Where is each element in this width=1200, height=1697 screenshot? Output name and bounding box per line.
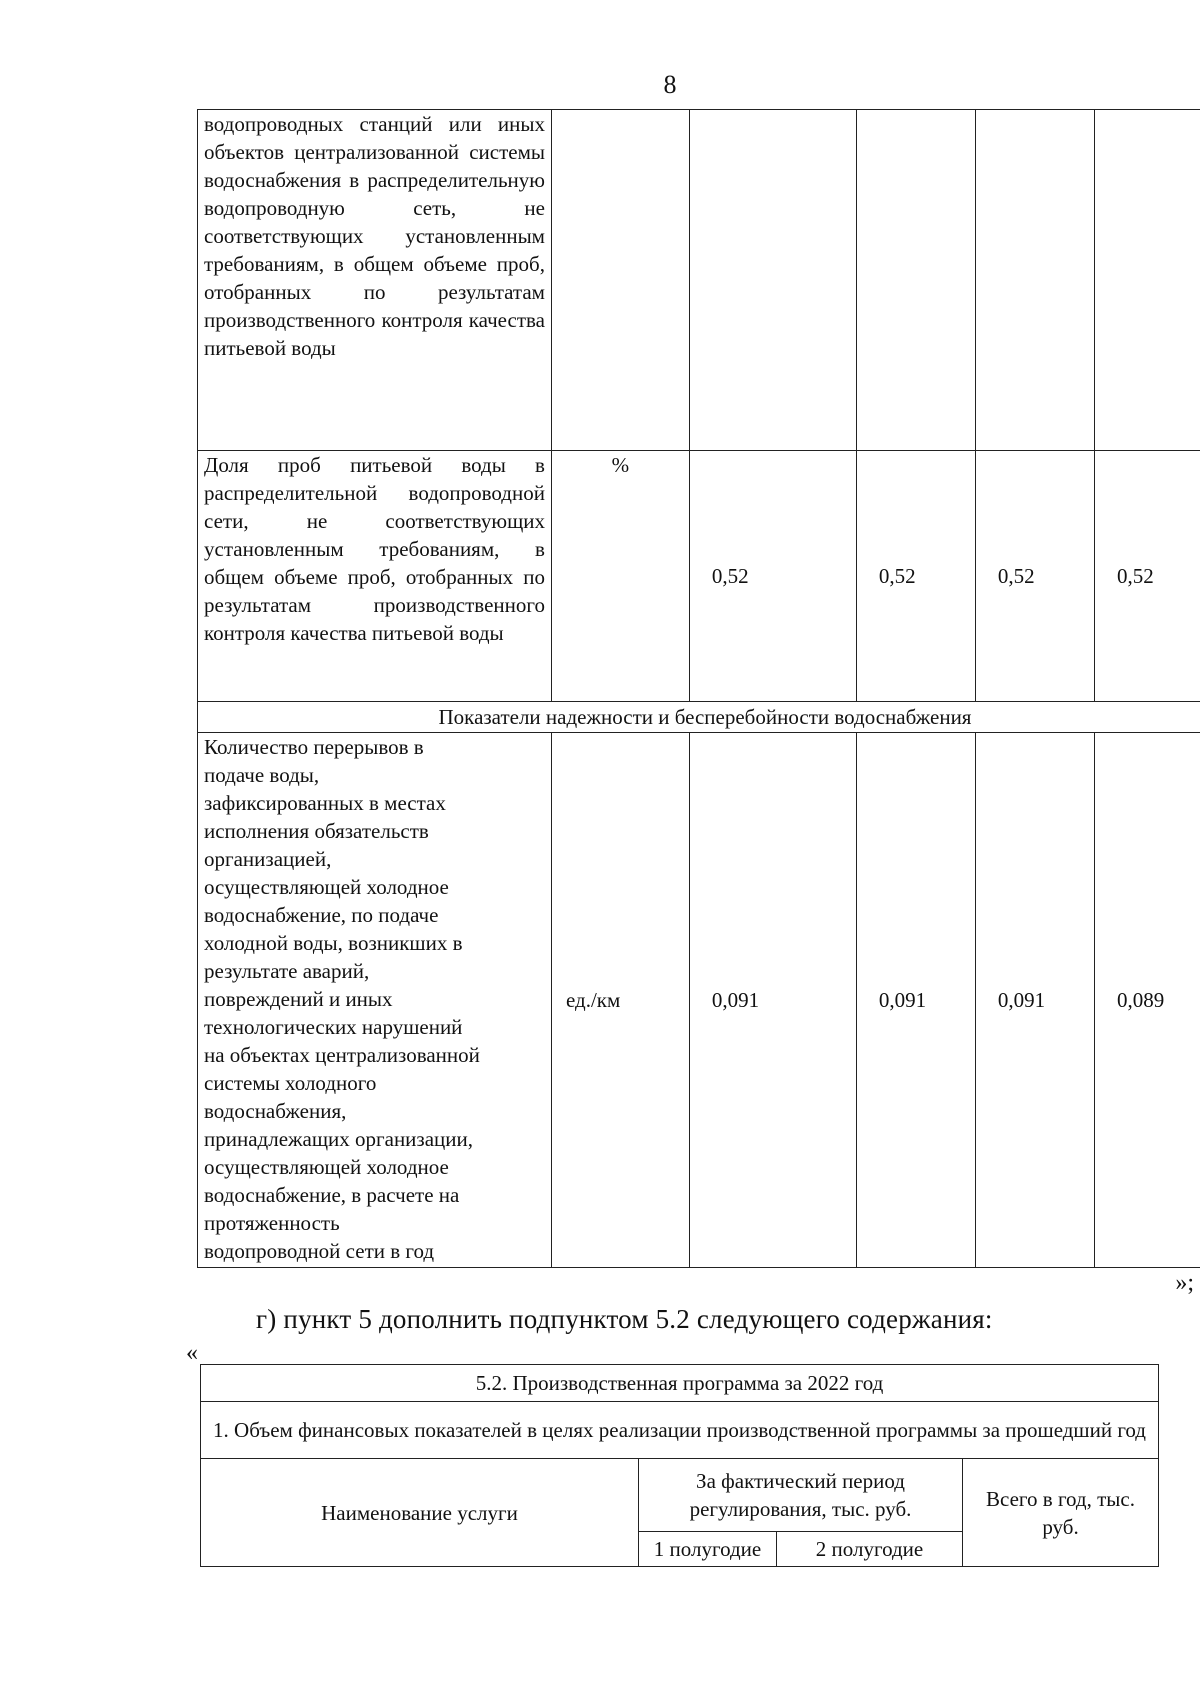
table-row (198, 110, 1200, 451)
value-cell (975, 110, 1094, 451)
opening-quote: « (186, 1340, 198, 1366)
unit-cell: % (551, 451, 689, 702)
indicator-name-cell: Доля проб питьевой воды в распределительной водопроводной сети, не соответствующих установленным требованиям, в общем объеме проб, отобранных по результатам производственного контроля качества питьевой воды (198, 451, 552, 702)
production-program-table (200, 1364, 1159, 1567)
column-header-half1: 1 полугодие (639, 1532, 777, 1567)
indicator-name-cell: водопроводных станций или иных объектов централизованной системы водоснабжения в распределительную водопроводную сеть, не соответствующих установленным требованиям, в общем объеме проб, отобранных по результатам производственного контроля качества питьевой воды (198, 110, 552, 451)
value-cell: 0,52 (1094, 451, 1200, 702)
indicator-name-cell: Количество перерывов в подаче воды, зафиксированных в местах исполнения обязательств организацией, осуществляющей холодное водоснабжение, по подаче холодной воды, возникших в результате аварий, повреждений и иных технологических нарушений на объектах централизованной системы холодного водоснабжения, принадлежащих организации, осуществляющей холодное водоснабжение, в расчете на протяженность водопроводной сети в год (198, 733, 552, 1268)
unit-cell: ед./км (551, 733, 689, 1268)
value-cell: 0,091 (689, 733, 856, 1268)
table-subtitle: 1. Объем финансовых показателей в целях реализации производственной программы за прошедший год (201, 1402, 1159, 1459)
section-header: Показатели надежности и бесперебойности водоснабжения (198, 702, 1200, 733)
table-row (198, 733, 1200, 1268)
page-number: 8 (663, 70, 677, 99)
value-cell: 0,52 (856, 451, 975, 702)
table-title: 5.2. Производственная программа за 2022 год (201, 1365, 1159, 1402)
column-header-total: Всего в год, тыс. руб. (963, 1459, 1159, 1567)
section-header-row (198, 702, 1200, 733)
amendment-instruction: г) пункт 5 дополнить подпунктом 5.2 следующего содержания: (256, 1304, 993, 1334)
value-cell (856, 110, 975, 451)
value-cell: 0,091 (856, 733, 975, 1268)
value-cell: 0,091 (975, 733, 1094, 1268)
closing-quote: »; (1175, 1270, 1194, 1296)
column-header-period: За фактический период регулирования, тыс. руб. (639, 1459, 963, 1532)
unit-cell (551, 110, 689, 451)
value-cell: 0,52 (689, 451, 856, 702)
value-cell: 0,52 (975, 451, 1094, 702)
table-title-row (201, 1365, 1159, 1402)
value-cell: 0,089 (1094, 733, 1200, 1268)
value-cell (1094, 110, 1200, 451)
table-row (198, 451, 1200, 702)
table-header-row (201, 1459, 1159, 1532)
column-header-service: Наименование услуги (201, 1459, 639, 1567)
value-cell (689, 110, 856, 451)
table-subtitle-row (201, 1402, 1159, 1459)
column-header-half2: 2 полугодие (777, 1532, 963, 1567)
indicators-table (197, 109, 1200, 1268)
